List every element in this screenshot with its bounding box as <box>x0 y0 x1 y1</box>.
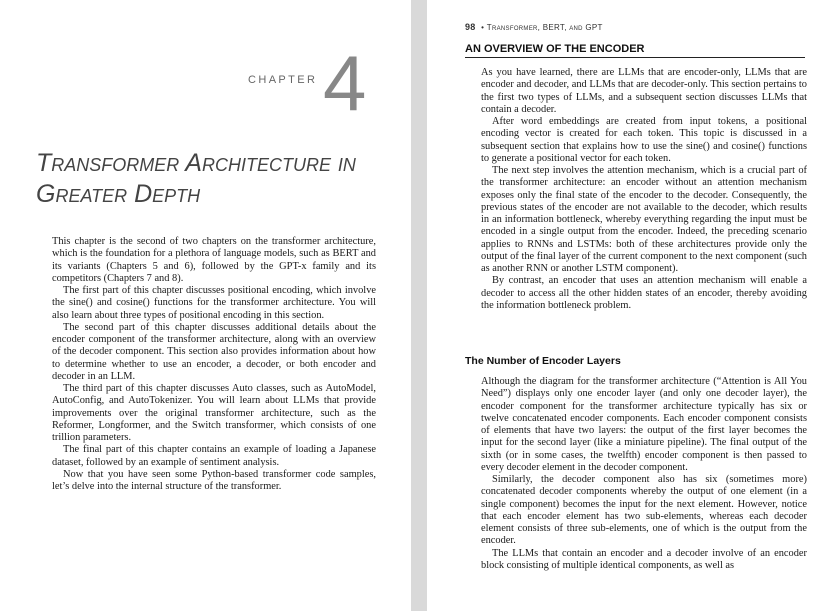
running-head <box>465 22 603 32</box>
paragraph: As you have learned, there are LLMs that are encoder-only, LLMs that are encoder and decoder, and LLMs that are decoder-only. This section pertains to the first two types of LLMs, and a subsequent section discusses LLMs that contain a decoder. <box>481 67 807 115</box>
encoder-layers-text <box>481 376 807 572</box>
paragraph: The final part of this chapter contains an example of loading a Japanese dataset, followed by an example of sentiment analysis. <box>52 444 376 468</box>
chapter-label: CHAPTER <box>248 74 318 86</box>
paragraph: The third part of this chapter discusses Auto classes, such as AutoModel, AutoConfig, and AutoTokenizer. You will learn about LLMs that provide improvements over the original transformer architecture, such as the Reformer, Longformer, and the Switch transformer, which consists of one trillion parameters. <box>52 383 376 443</box>
encoder-overview-text <box>481 67 807 312</box>
running-head-title: Transformer, BERT, and GPT <box>486 23 603 32</box>
page-number: 98 <box>465 22 476 32</box>
chapter-title <box>36 148 396 210</box>
paragraph: The second part of this chapter discusses additional details about the encoder component of the transformer architecture, along with an overview of the decoder component. This section also provides information about how to determine whether to use an encoder, a decoder, or both encoder and decoder in an LLM. <box>52 321 376 382</box>
right-page <box>427 0 834 611</box>
chapter-title-line-1: Transformer Architecture in <box>36 149 356 177</box>
paragraph: The first part of this chapter discusses positional encoding, which involve the sine() and cosine() functions for the transformer architecture. You will also learn about three types of positional encoding in this section. <box>52 285 376 321</box>
paragraph: Now that you have seen some Python-based transformer code samples, let’s delve into the internal structure of the transformer. <box>52 468 376 492</box>
chapter-title-line-2: Greater Depth <box>36 180 201 208</box>
section-rule <box>465 57 805 58</box>
paragraph: The next step involves the attention mechanism, which is a crucial part of the transformer architecture: an encoder without an attention mechanism exposes only the final state of the encoder to the decoder. Consequently, the previous states of the encoder are not available to the decoder, which results in an information bottleneck, whereby everything regarding the input must be encoded in a single output from the encoder. Indeed, the preceding scenario applies to RNNs and LSTMs: both of these architectures provide only the output of the final layer of the current component to the next component (such as another RNN or another LSTM component). <box>481 165 807 274</box>
chapter-number: 4 <box>323 39 367 127</box>
paragraph: The LLMs that contain an encoder and a decoder involve of an encoder block consisting of multiple identical components, as well as <box>481 547 807 571</box>
paragraph: This chapter is the second of two chapters on the transformer architecture, which is the foundation for a plethora of language models, such as BERT and its variants (Chapters 5 and 6), followed by the GPT-x family and its competitors (Chapters 7 and 8). <box>52 236 376 284</box>
bullet-separator: • <box>481 23 485 32</box>
paragraph: After word embeddings are created from input tokens, a positional encoding vector is created for each token. This topic is discussed in a subsequent section that explains how to use the sine() and cosine() functions to generate a positional vector for each token. <box>481 116 807 164</box>
paragraph: Although the diagram for the transformer architecture (“Attention is All You Need”) displays only one encoder layer (and only one decoder layer), the encoder component for the transformer architecture typically has six or twelve concatenated encoder components. Each encoder component consists of elements that have two layers: the output of the first layer becomes the input for the second layer (like a miniature pipeline). The final output of the sixth (or in some cases, the twelfth) encoder component is then passed to every decoder element in the decoder component. <box>481 376 807 473</box>
subsection-title: The Number of Encoder Layers <box>465 355 621 367</box>
chapter-intro-text <box>52 236 376 493</box>
paragraph: By contrast, an encoder that uses an attention mechanism will enable a decoder to access all the other hidden states of an encoder, thereby avoiding the information bottleneck problem. <box>481 275 807 311</box>
section-title: AN OVERVIEW OF THE ENCODER <box>465 43 645 55</box>
left-page <box>0 0 411 611</box>
paragraph: Similarly, the decoder component also has six (sometimes more) concatenated decoder components whereby the output of one element (in a single component) becomes the input for the next element. However, notice that each encoder element has two sub-elements, whereas each decoder element consists of three sub-elements, one of which is the output from the encoder. <box>481 474 807 547</box>
